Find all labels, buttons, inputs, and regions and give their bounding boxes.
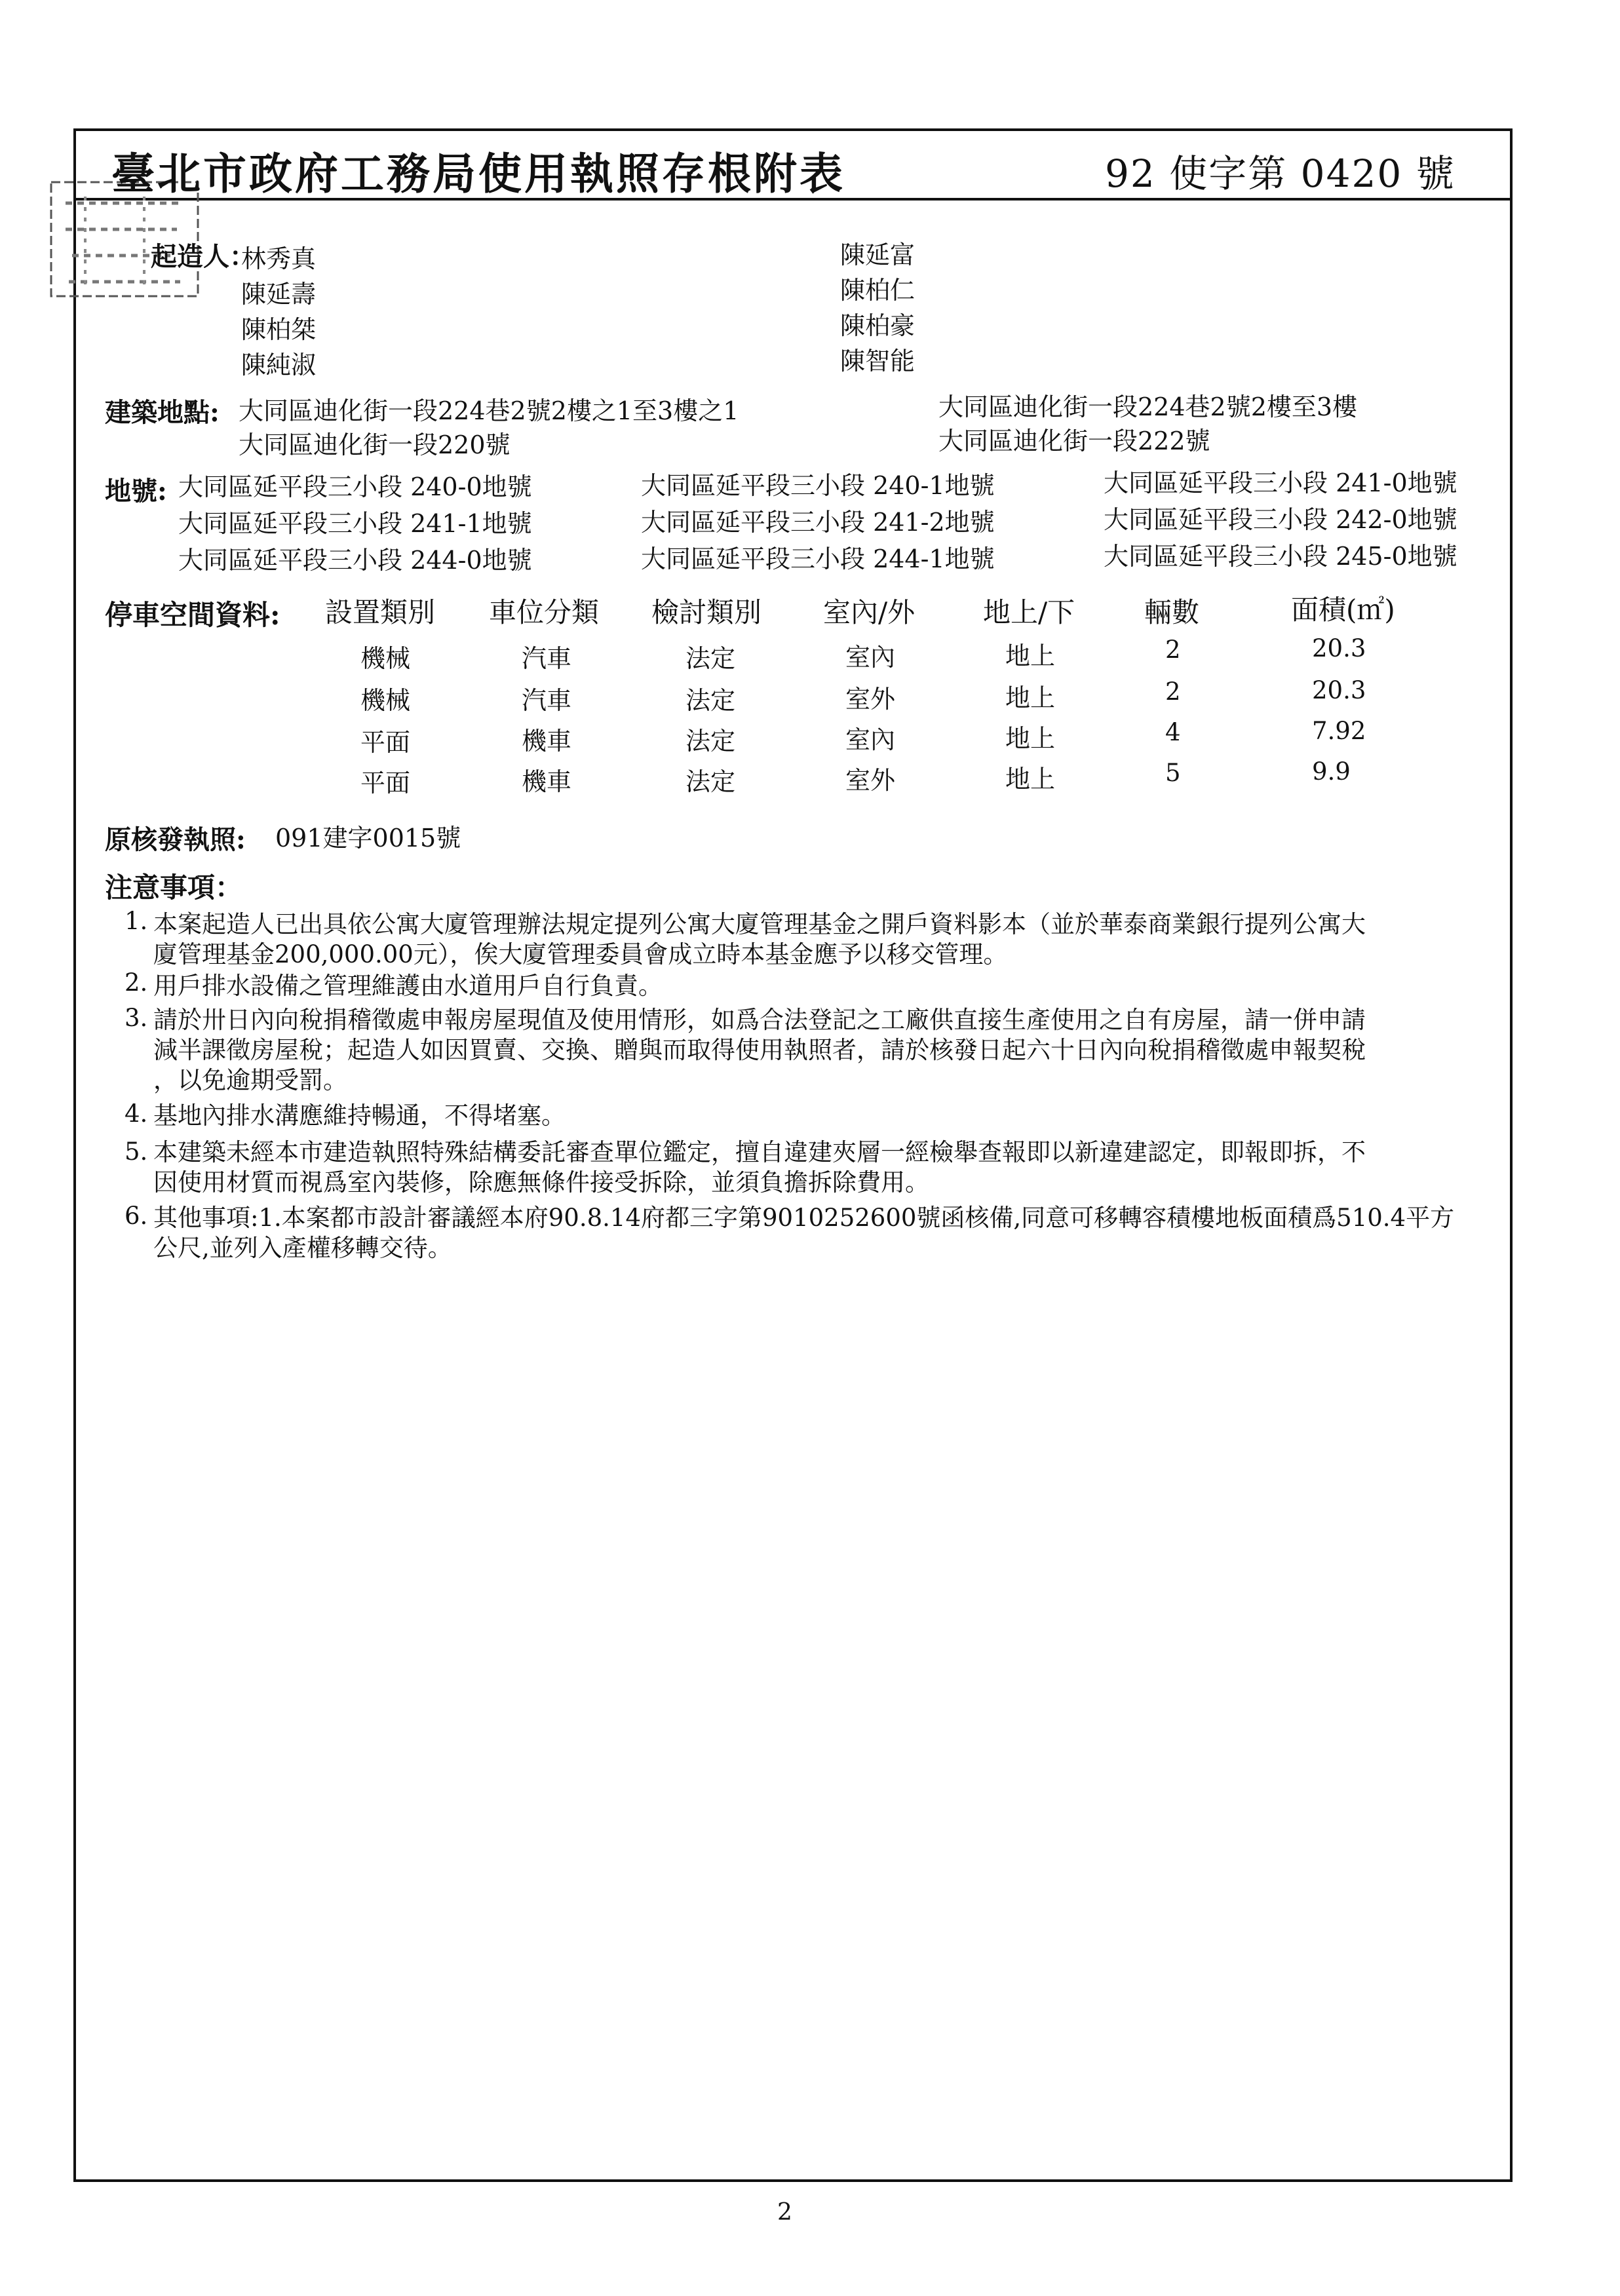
parking-label: 停車空間資料: xyxy=(105,599,280,631)
parking-cell: 2 xyxy=(1165,636,1181,664)
parking-cell: 機械 xyxy=(360,686,411,715)
builder-name: 陳純淑 xyxy=(241,351,317,379)
parking-cell: 地上 xyxy=(1005,765,1056,794)
parking-cell: 汽車 xyxy=(522,686,572,715)
lots-label: 地號: xyxy=(105,476,167,507)
parking-cell: 室內 xyxy=(845,725,896,754)
parking-cell: 20.3 xyxy=(1312,676,1366,704)
parking-cell: 地上 xyxy=(1005,724,1056,753)
note-number: 6. xyxy=(125,1202,148,1230)
parking-cell: 9.9 xyxy=(1312,757,1351,786)
note-number: 1. xyxy=(125,907,148,935)
parking-cell: 平面 xyxy=(360,769,411,797)
parking-cell: 法定 xyxy=(685,644,736,673)
parking-cell: 機車 xyxy=(522,727,572,756)
site-address: 大同區迪化街一段224巷2號2樓之1至3樓之1 xyxy=(239,396,739,425)
site-address: 大同區迪化街一段220號 xyxy=(239,430,511,459)
parking-cell: 汽車 xyxy=(522,644,572,673)
note-text: ，以免逾期受罰。 xyxy=(153,1066,347,1094)
lot-number: 大同區延平段三小段 240-1地號 xyxy=(641,471,995,500)
parking-cell: 室外 xyxy=(845,685,896,714)
parking-cell: 平面 xyxy=(360,728,411,757)
builder-name: 陳柏仁 xyxy=(840,276,916,305)
builder-name: 陳柏豪 xyxy=(840,311,916,340)
original-license-label: 原核發執照: xyxy=(105,824,246,855)
parking-cell: 2 xyxy=(1165,678,1181,706)
site-address: 大同區迪化街一段224巷2號2樓至3樓 xyxy=(938,392,1358,421)
parking-header: 車位分類 xyxy=(489,596,600,628)
site-address: 大同區迪化街一段222號 xyxy=(938,427,1210,455)
parking-header: 室內/外 xyxy=(823,596,916,628)
note-text: 因使用材質而視爲室內裝修，除應無條件接受拆除，並須負擔拆除費用。 xyxy=(153,1168,929,1196)
parking-header: 設置類別 xyxy=(325,596,436,628)
parking-cell: 室外 xyxy=(845,766,896,795)
parking-cell: 機械 xyxy=(360,644,411,673)
notes-label: 注意事項： xyxy=(105,871,243,904)
builder-name: 陳柏桀 xyxy=(241,315,317,344)
note-number: 3. xyxy=(125,1004,148,1032)
site-label: 建築地點: xyxy=(105,397,220,428)
parking-cell: 5 xyxy=(1165,759,1181,787)
lot-number: 大同區延平段三小段 244-0地號 xyxy=(178,546,532,575)
parking-header: 檢討類別 xyxy=(651,596,762,628)
note-number: 5. xyxy=(125,1138,148,1166)
parking-header: 面積(㎡) xyxy=(1291,594,1395,626)
builder-name: 陳智能 xyxy=(840,347,916,375)
note-text: 本建築未經本市建造執照特殊結構委託審查單位鑑定，擅自違建夾層一經檢舉查報即以新違建認定，即報即拆，不 xyxy=(153,1138,1366,1166)
lot-number: 大同區延平段三小段 241-2地號 xyxy=(641,508,995,537)
parking-cell: 室內 xyxy=(845,643,896,672)
note-text: 用戶排水設備之管理維護由水道用戶自行負責。 xyxy=(153,972,663,1000)
permit-number: 92 使字第 0420 號 xyxy=(1105,151,1456,196)
note-number: 4. xyxy=(125,1100,148,1128)
note-text: 廈管理基金200,000.00元），俟大廈管理委員會成立時本基金應予以移交管理。 xyxy=(153,940,1008,968)
parking-cell: 20.3 xyxy=(1312,634,1366,662)
original-license-value: 091建字0015號 xyxy=(275,824,461,852)
note-number: 2. xyxy=(125,968,148,997)
document-title: 臺北市政府工務局使用執照存根附表 xyxy=(111,148,845,199)
parking-cell: 法定 xyxy=(685,686,736,715)
parking-cell: 法定 xyxy=(685,767,736,796)
builder-name: 陳延富 xyxy=(840,240,916,269)
note-text: 基地內排水溝應維持暢通，不得堵塞。 xyxy=(153,1101,566,1130)
parking-cell: 地上 xyxy=(1005,683,1056,712)
lot-number: 大同區延平段三小段 242-0地號 xyxy=(1104,505,1457,534)
builder-name: 陳延壽 xyxy=(241,280,317,309)
note-text: 其他事項:1.本案都市設計審議經本府90.8.14府都三字第9010252600號函核備,同意可移轉容積樓地板面積爲510.4平方 xyxy=(153,1204,1455,1232)
note-text: 減半課徵房屋稅；起造人如因買賣、交換、贈與而取得使用執照者，請於核發日起六十日內向稅捐稽徵處申報契稅 xyxy=(153,1036,1366,1064)
page-number: 2 xyxy=(777,2199,792,2226)
lot-number: 大同區延平段三小段 241-1地號 xyxy=(178,509,532,538)
parking-header: 地上/下 xyxy=(983,596,1075,628)
parking-cell: 地上 xyxy=(1005,641,1056,670)
note-text: 公尺,並列入產權移轉交待。 xyxy=(153,1234,452,1262)
builder-name: 林秀真 xyxy=(241,244,317,273)
parking-cell: 法定 xyxy=(685,727,736,756)
parking-cell: 機車 xyxy=(522,767,572,796)
parking-cell: 4 xyxy=(1165,718,1181,746)
parking-cell: 7.92 xyxy=(1312,717,1366,745)
builders-label: 起造人： xyxy=(151,241,256,272)
parking-header: 輛數 xyxy=(1144,596,1200,628)
lot-number: 大同區延平段三小段 241-0地號 xyxy=(1104,469,1457,497)
lot-number: 大同區延平段三小段 240-0地號 xyxy=(178,472,532,501)
note-text: 請於卅日內向稅捐稽徵處申報房屋現值及使用情形，如爲合法登記之工廠供直接生產使用之自有房屋，請一併申請 xyxy=(153,1006,1366,1034)
lot-number: 大同區延平段三小段 244-1地號 xyxy=(641,545,995,573)
note-text: 本案起造人已出具依公寓大廈管理辦法規定提列公寓大廈管理基金之開戶資料影本（並於華泰商業銀行提列公寓大 xyxy=(153,910,1366,938)
lot-number: 大同區延平段三小段 245-0地號 xyxy=(1104,542,1457,571)
